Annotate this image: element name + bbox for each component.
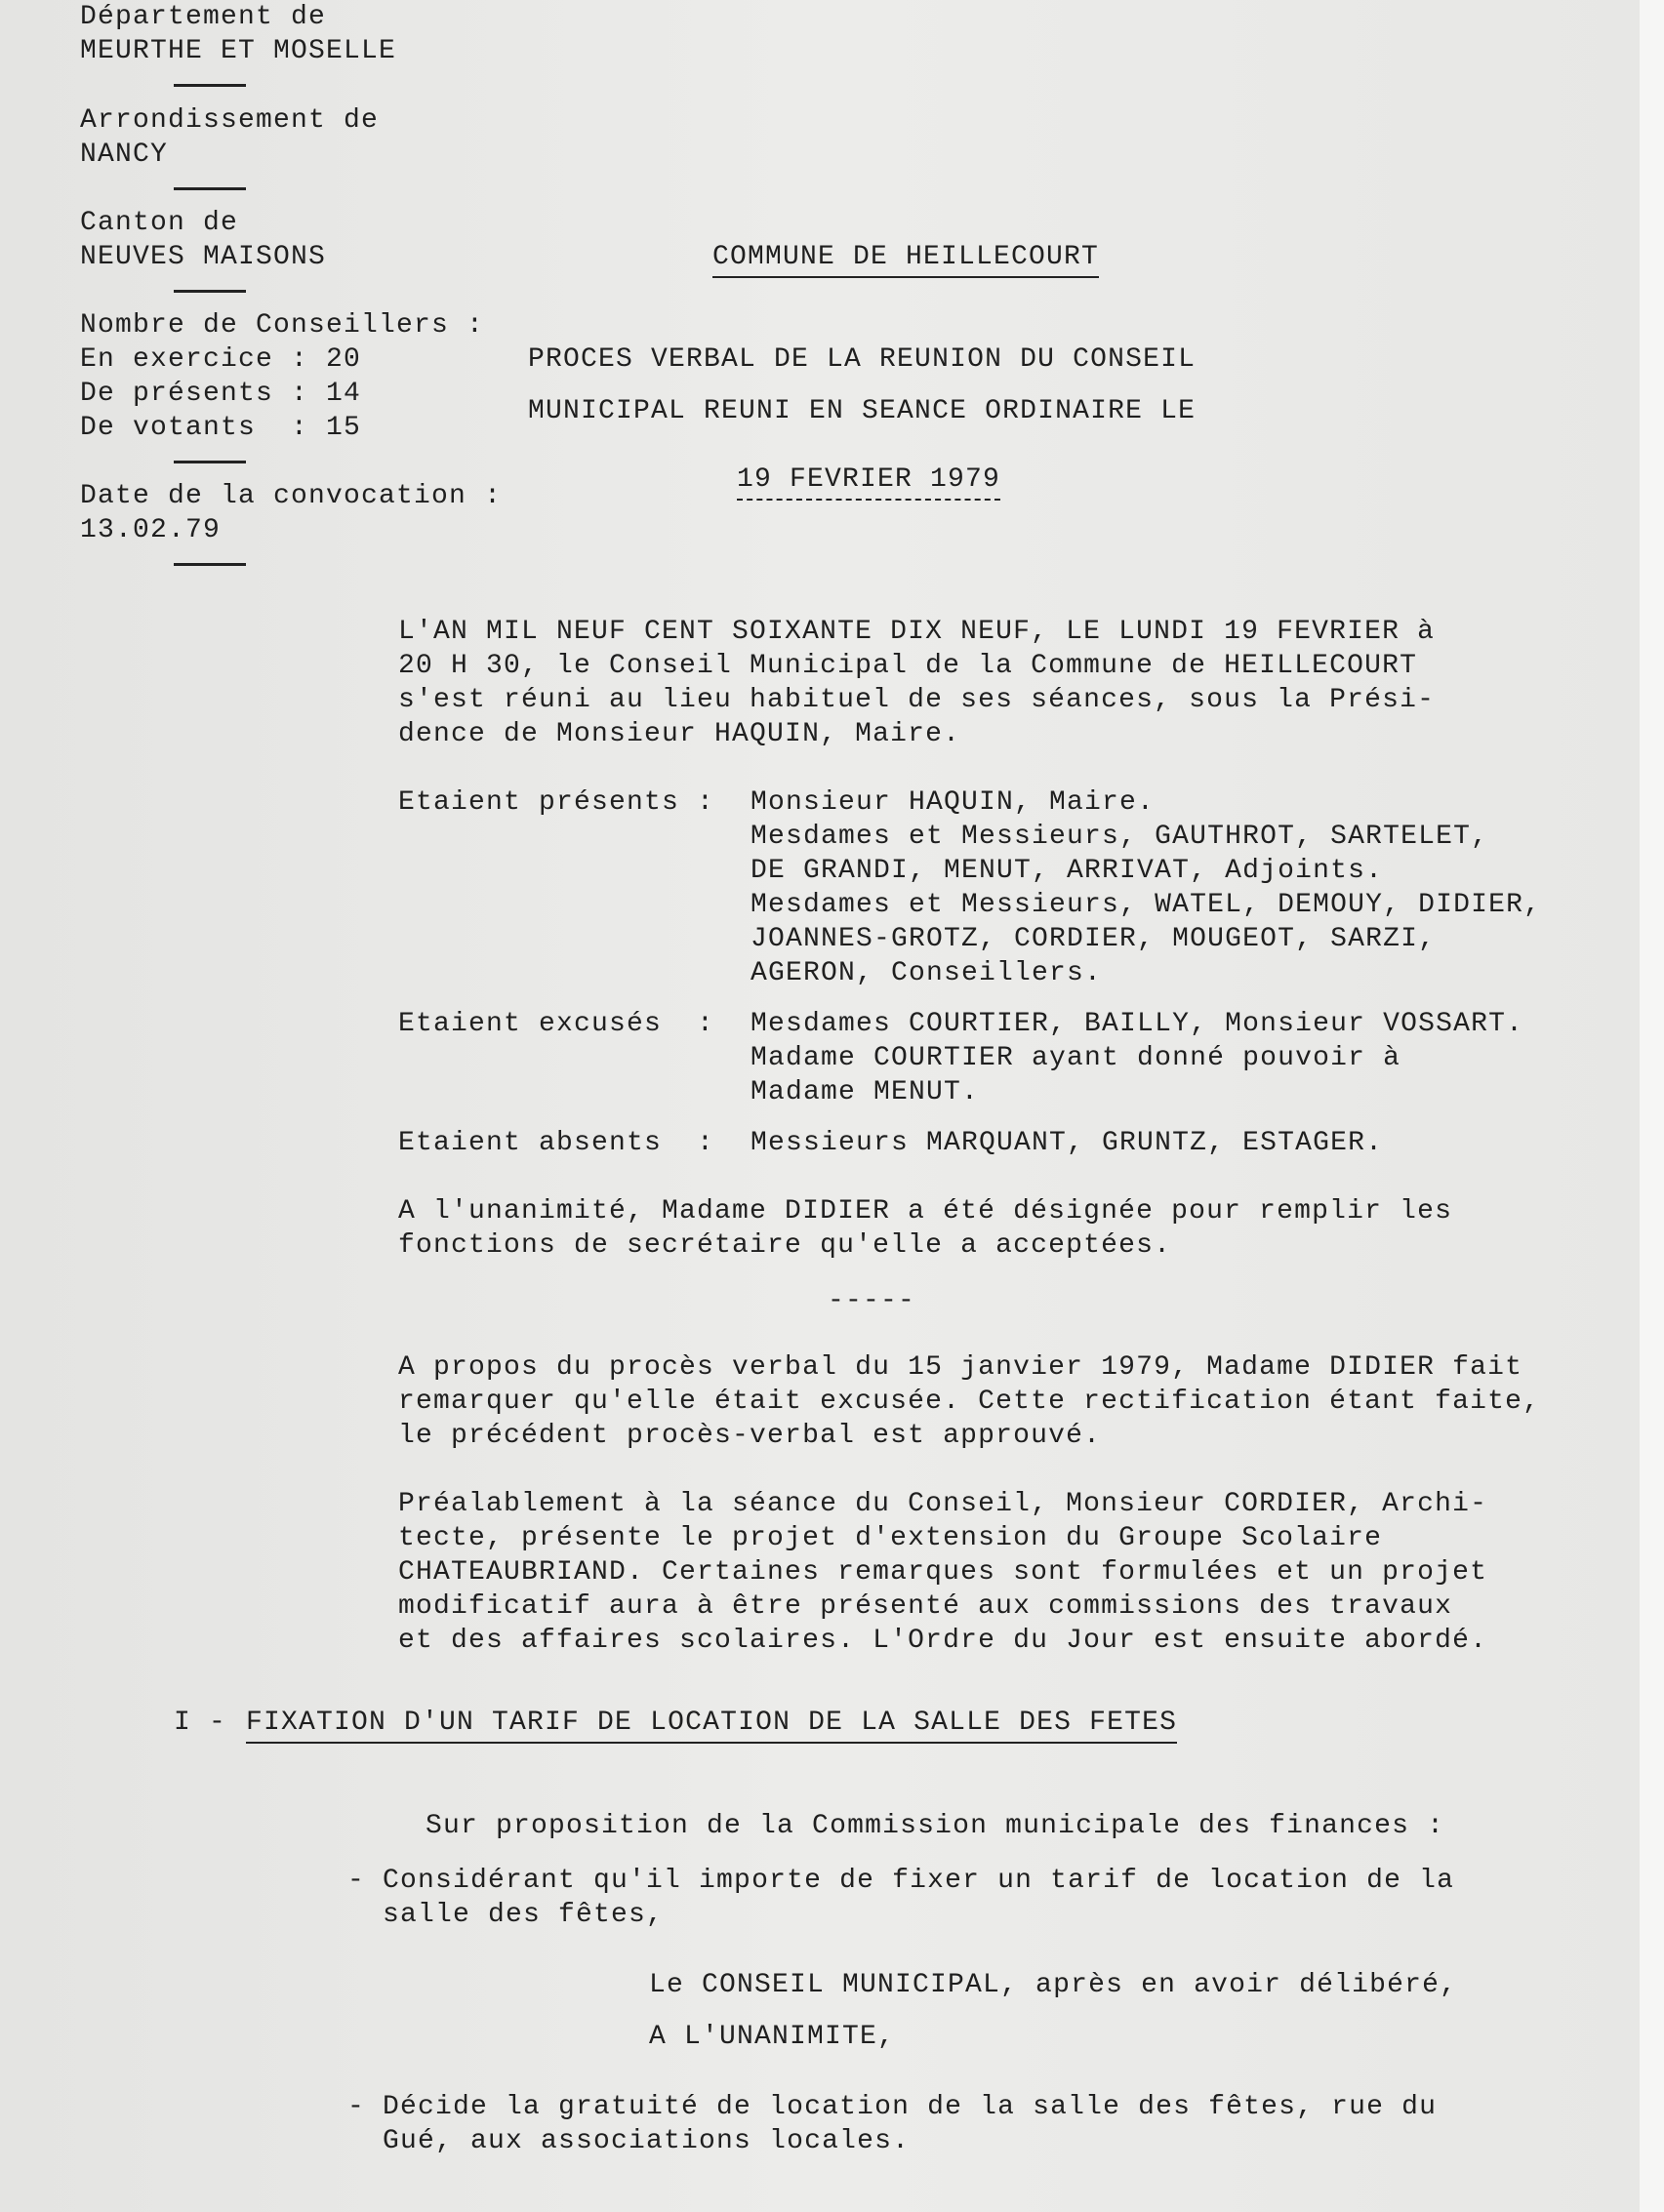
divider [174, 187, 246, 190]
previous-minutes-line: A propos du procès verbal du 15 janvier 1979, Madame DIDIER fait [398, 1352, 1523, 1383]
architect-line: et des affaires scolaires. L'Ordre du Jour est ensuite abordé. [398, 1626, 1488, 1656]
presents-line: Mesdames et Messieurs, WATEL, DEMOUY, DIDIER, [751, 890, 1542, 920]
presents-label: Etaient présents : [398, 787, 715, 818]
canton-name: NEUVES MAISONS [80, 242, 327, 272]
pv-title-line2: MUNICIPAL REUNI EN SEANCE ORDINAIRE LE [528, 396, 1197, 426]
architect-line: tecte, présente le projet d'extension du Groupe Scolaire [398, 1523, 1383, 1553]
unanimity-line: A L'UNANIMITE, [649, 2022, 896, 2052]
council-line: Le CONSEIL MUNICIPAL, après en avoir délibéré, [649, 1970, 1458, 2000]
pv-title-line1: PROCES VERBAL DE LA REUNION DU CONSEIL [528, 344, 1197, 375]
separator: ----- [828, 1286, 916, 1316]
considering-line: salle des fêtes, [347, 1900, 665, 1930]
architect-line: Préalablement à la séance du Conseil, Monsieur CORDIER, Archi- [398, 1489, 1488, 1519]
divider [174, 461, 246, 463]
meeting-date: 19 FEVRIER 1979 [737, 463, 1000, 501]
architect-line: CHATEAUBRIAND. Certaines remarques sont formulées et un projet [398, 1557, 1488, 1588]
section-number: I - [174, 1708, 245, 1738]
divider [174, 563, 246, 566]
previous-minutes-line: le précédent procès-verbal est approuvé. [398, 1421, 1102, 1451]
convocation-label: Date de la convocation : [80, 481, 503, 511]
presents-line: Mesdames et Messieurs, GAUTHROT, SARTELET, [751, 822, 1489, 852]
intro-line: dence de Monsieur HAQUIN, Maire. [398, 719, 961, 749]
presents-count: De présents : 14 [80, 379, 362, 409]
canton-label: Canton de [80, 208, 239, 238]
previous-minutes-line: remarquer qu'elle était excusée. Cette rectification étant faite, [398, 1387, 1541, 1417]
convocation-date: 13.02.79 [80, 515, 222, 545]
excuses-line: Mesdames COURTIER, BAILLY, Monsieur VOSSART. [751, 1009, 1524, 1039]
commune-title: COMMUNE DE HEILLECOURT [712, 240, 1099, 278]
intro-line: 20 H 30, le Conseil Municipal de la Commune de HEILLECOURT [398, 651, 1418, 681]
presents-line: Monsieur HAQUIN, Maire. [751, 787, 1156, 818]
excuses-label: Etaient excusés : [398, 1009, 715, 1039]
intro-line: L'AN MIL NEUF CENT SOIXANTE DIX NEUF, LE LUNDI 19 FEVRIER à [398, 617, 1436, 647]
excuses-line: Madame MENUT. [751, 1077, 980, 1107]
architect-line: modificatif aura à être présenté aux commissions des travaux [398, 1591, 1453, 1622]
section-title: FIXATION D'UN TARIF DE LOCATION DE LA SALLE DES FETES [246, 1706, 1177, 1744]
presents-line: JOANNES-GROTZ, CORDIER, MOUGEOT, SARZI, [751, 924, 1437, 954]
absents-label: Etaient absents : [398, 1128, 715, 1158]
intro-line: s'est réuni au lieu habituel de ses séances, sous la Prési- [398, 685, 1436, 715]
secretary-line: fonctions de secrétaire qu'elle a acceptées. [398, 1230, 1172, 1261]
dept-name: MEURTHE ET MOSELLE [80, 36, 397, 66]
absents-line: Messieurs MARQUANT, GRUNTZ, ESTAGER. [751, 1128, 1384, 1158]
considering-line: - Considérant qu'il importe de fixer un tarif de location de la [347, 1866, 1455, 1896]
excuses-line: Madame COURTIER ayant donné pouvoir à [751, 1043, 1401, 1073]
presents-line: AGERON, Conseillers. [751, 958, 1103, 988]
dept-label: Département de [80, 2, 327, 32]
arr-label: Arrondissement de [80, 105, 380, 136]
decision-line: - Décide la gratuité de location de la salle des fêtes, rue du [347, 2092, 1438, 2122]
divider [174, 290, 246, 293]
proposal-line: Sur proposition de la Commission municipale des finances : [426, 1811, 1445, 1841]
divider [174, 84, 246, 87]
arr-name: NANCY [80, 140, 169, 170]
exercice-count: En exercice : 20 [80, 344, 362, 375]
page-edge [1640, 0, 1664, 2212]
decision-line: Gué, aux associations locales. [347, 2126, 911, 2156]
presents-line: DE GRANDI, MENUT, ARRIVAT, Adjoints. [751, 856, 1384, 886]
votants-count: De votants : 15 [80, 413, 362, 443]
secretary-line: A l'unanimité, Madame DIDIER a été désignée pour remplir les [398, 1196, 1453, 1227]
conseillers-label: Nombre de Conseillers : [80, 310, 485, 341]
